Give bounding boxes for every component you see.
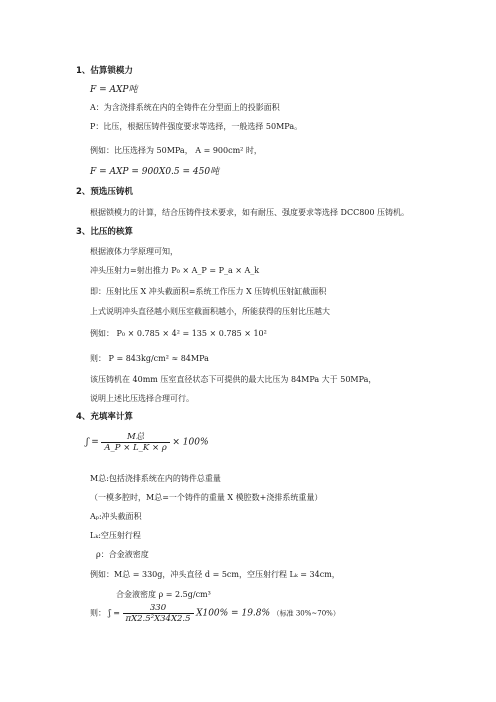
section-1-def-p: P：比压，根据压铸件强度要求等选择，一般选择 50MPa。 — [90, 122, 303, 131]
section-1-heading: 1、估算锁模力 — [76, 66, 133, 76]
section-4-example-1: 例如：M总 = 330g，冲头直径 d = 5cm，空压射行程 Lₖ = 34cm， — [90, 570, 340, 579]
section-1-formula: F = AXP吨 — [90, 85, 138, 95]
section-4-def-rho: ρ：合金液密度 — [96, 550, 149, 559]
section-4-heading: 4、充填率计算 — [76, 412, 133, 422]
section-1-def-a: A：为含浇排系统在内的全铸件在分型面上的投影面积 — [90, 103, 280, 112]
section-4-def-m2: （一模多腔时，M总=一个铸件的重量 X 模腔数+浇排系统重量） — [90, 493, 323, 502]
section-4-def-m: M总:包括浇排系统在内的铸件总重量 — [90, 474, 221, 483]
section-3-conclusion-2: 说明上述比压选择合理可行。 — [90, 394, 194, 403]
result-fraction — [123, 603, 194, 624]
fill-rate-result — [90, 603, 340, 624]
section-3-heading: 3、比压的核算 — [76, 227, 133, 237]
section-3-explain: 上式说明冲头直径越小则压室截面积越小，所能获得的压射比压越大 — [90, 307, 330, 316]
section-3-meaning: 即：压射比压 X 冲头截面积=系统工作压力 X 压铸机压射缸截面积 — [90, 287, 327, 296]
fill-rate-fraction — [101, 432, 169, 453]
section-1-example: 例如：比压选择为 50MPa， A = 900cm² 时， — [90, 146, 262, 155]
section-2-heading: 2、预选压铸机 — [76, 187, 133, 197]
fill-rate-lhs: ʃ = — [86, 437, 99, 448]
section-3-example: 例如： P₀ × 0.785 × 4² = 135 × 0.785 × 10² — [90, 329, 267, 338]
result-rhs: X100% = 19.8% — [196, 608, 271, 619]
result-denominator: πX2.5²X34X2.5 — [125, 614, 191, 624]
section-2-body: 根据锁模力的计算，结合压铸件技术要求，如有耐压、强度要求等选择 DCC800 压铸机。 — [90, 208, 410, 217]
result-standard-note: （标准 30%~70%） — [272, 609, 340, 618]
section-4-def-a: Aₚ:冲头截面积 — [90, 512, 142, 521]
result-lhs: 则： ʃ = — [90, 608, 120, 618]
fill-rate-numerator: M总 — [101, 432, 169, 443]
section-3-force: 冲头压射力=射出推力 P₀ × A_P = P_a × A_k — [90, 266, 260, 275]
section-3-intro: 根据液体力学原理可知， — [90, 247, 178, 256]
section-1-result: F = AXP = 900X0.5 = 450吨 — [90, 167, 220, 177]
section-4-example-2: 合金液密度 ρ = 2.5g/cm³ — [116, 590, 211, 599]
fill-rate-formula — [86, 432, 209, 453]
fill-rate-rhs: × 100% — [172, 437, 209, 448]
section-4-def-l: Lₖ:空压射行程 — [90, 531, 141, 540]
result-numerator: 330 — [123, 603, 194, 614]
section-3-result: 则： P = 843kg/cm² ≈ 84MPa — [90, 354, 209, 363]
section-3-conclusion-1: 该压铸机在 40mm 压室直径状态下可提供的最大比压为 84MPa 大于 50MPa， — [90, 375, 377, 384]
fill-rate-denominator: A_P × L_K × ρ — [104, 443, 167, 453]
